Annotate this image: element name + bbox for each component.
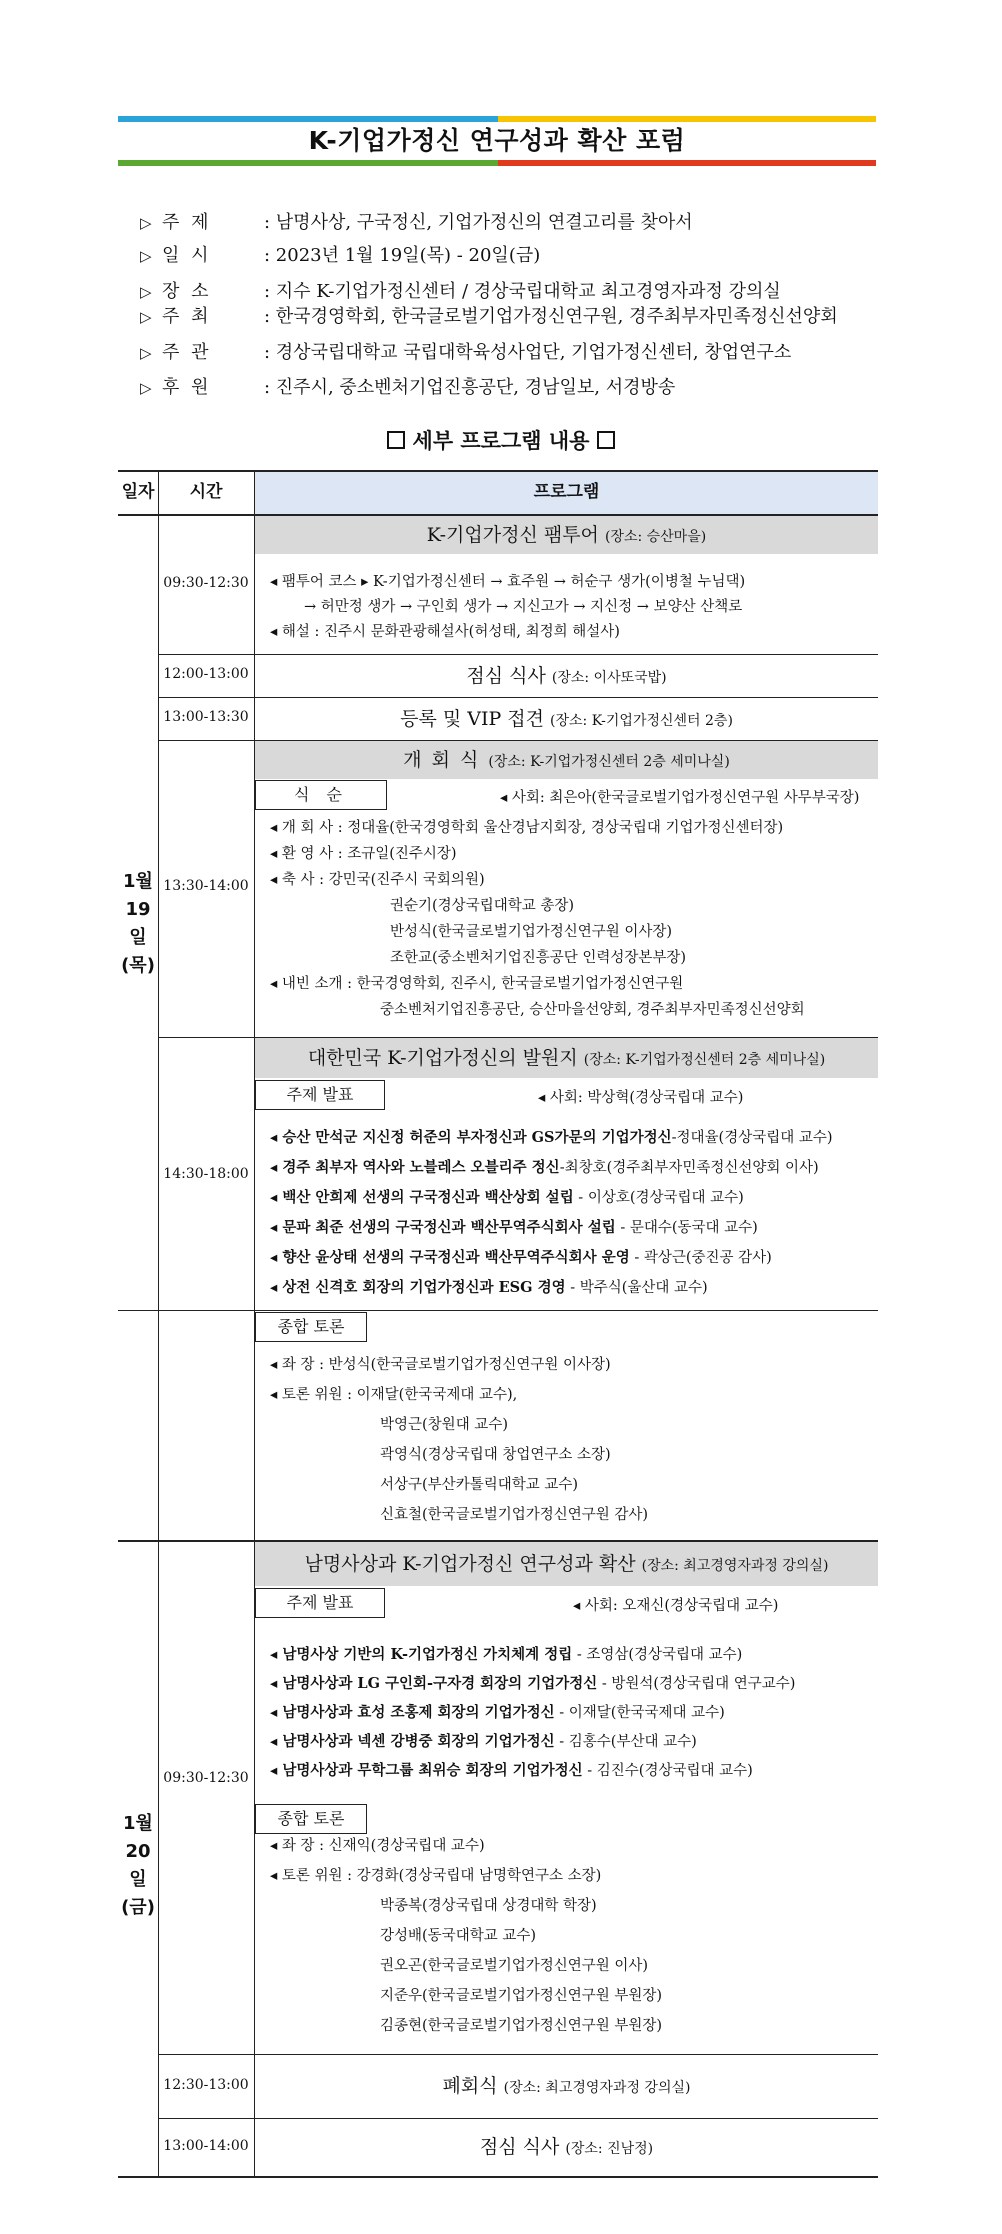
opening-title: 개 회 식: [403, 749, 481, 771]
square-icon: [387, 431, 405, 449]
session2-chair: ◂ 좌 장 : 신재익(경상국립대 교수): [270, 1838, 485, 1854]
banner-stripe-green: [118, 160, 498, 166]
session1-panel: 곽영식(경상국립대 창업연구소 소장): [380, 1447, 611, 1463]
triangle-bullet-icon: ▷: [140, 308, 152, 326]
session1-place: (장소: K-기업가정신센터 2층 세미나실): [583, 1052, 826, 1068]
session1-label: 주제 발표: [255, 1080, 385, 1110]
info-date: ▷ 일 시 : 2023년 1월 19일(목) - 20일(금): [140, 242, 900, 270]
info-value: 2023년 1월 19일(목) - 20일(금): [275, 245, 541, 266]
opening-line: 반성식(한국글로벌기업가정신연구원 이사장): [390, 924, 673, 940]
tour-course-cont: → 허만정 생가 → 구인회 생가 → 지신고가 → 지신정 → 보양산 산책로: [304, 599, 743, 615]
info-value: 진주시, 중소벤처기업진흥공단, 경남일보, 서경방송: [275, 377, 676, 398]
info-organizer: ▷ 주 관 : 경상국립대학교 국립대학육성사업단, 기업가정신센터, 창업연구소: [140, 339, 900, 367]
info-value: 남명사상, 구국정신, 기업가정신의 연결고리를 찾아서: [275, 212, 693, 233]
session2-talk: ◂ 남명사상과 LG 구인회-구자경 회장의 기업가정신 - 방원석(경상국립대 연구교수): [270, 1675, 796, 1692]
session2-talk: ◂ 남명사상과 무학그룹 최위승 회장의 기업가정신 - 김진수(경상국립대 교수): [270, 1762, 753, 1779]
page-title: K-기업가정신 연구성과 확산 포럼: [308, 126, 686, 155]
session2-panel: 김종현(한국글로벌기업가정신연구원 부원장): [380, 2018, 663, 2034]
opening-line: ◂ 내빈 소개 : 한국경영학회, 진주시, 한국글로벌기업가정신연구원: [270, 976, 684, 992]
info-value: 한국경영학회, 한국글로벌기업가정신연구원, 경주최부자민족정신선양회: [275, 306, 838, 327]
session2-panel: 박종복(경상국립대 상경대학 학장): [380, 1898, 597, 1914]
info-key: 후 원: [162, 377, 212, 398]
session1-talk: ◂ 향산 윤상태 선생의 구국정신과 백산무역주식회사 운영 - 곽상근(중진공 감사): [270, 1249, 772, 1266]
header-time: 시간: [189, 482, 223, 502]
session1-title: 대한민국 K-기업가정신의 발원지: [307, 1047, 578, 1069]
banner-stripe-blue: [118, 116, 498, 122]
session1-panel: 신효철(한국글로벌기업가정신연구원 감사): [380, 1507, 649, 1523]
time-tour: 09:30-12:30: [163, 575, 249, 591]
session2-talk: ◂ 남명사상과 효성 조홍제 회장의 기업가정신 - 이재달(한국국제대 교수): [270, 1704, 725, 1721]
time-lunch1: 12:00-13:00: [163, 666, 249, 682]
lunch2-place: (장소: 진남정): [565, 2141, 654, 2157]
closing-place: (장소: 최고경영자과정 강의실): [503, 2080, 691, 2096]
info-key: 주 관: [162, 342, 212, 363]
info-key: 주 제: [162, 212, 212, 233]
tour-place: (장소: 승산마을): [604, 529, 707, 545]
day-label-day2: 1월 20일 (금): [121, 1813, 155, 1918]
opening-line: ◂ 축 사 : 강민국(진주시 국회의원): [270, 872, 485, 888]
opening-title-bar: [255, 741, 878, 779]
info-key: 장 소: [162, 281, 212, 302]
vip-place: (장소: K-기업가정신센터 2층): [550, 713, 733, 729]
tour-title: K-기업가정신 팸투어: [426, 524, 599, 546]
banner-stripe-yellow: [498, 116, 876, 122]
opening-place: (장소: K-기업가정신센터 2층 세미나실): [488, 754, 730, 770]
time-opening: 13:30-14:00: [163, 878, 249, 894]
session2-title-bar: [255, 1542, 878, 1586]
session1-panel: ◂ 토론 위원 : 이재달(한국국제대 교수),: [270, 1387, 518, 1403]
session1-title-bar: [255, 1038, 878, 1078]
section-heading: [0, 425, 1002, 455]
session1-panel: 박영근(창원대 교수): [380, 1417, 508, 1433]
vip-title: 등록 및 VIP 접견: [400, 708, 544, 730]
header-program: 프로그램: [255, 470, 878, 514]
lunch1-title: 점심 식사: [466, 665, 546, 687]
lunch1-row: [255, 655, 878, 697]
opening-line: 권순기(경상국립대학교 총장): [390, 898, 575, 914]
title-banner: [118, 116, 876, 166]
session1-talk: ◂ 승산 만석군 지신정 허준의 부자정신과 GS가문의 기업가정신-정대율(경상국립대 교수): [270, 1129, 833, 1146]
program-table: [118, 470, 878, 2178]
session2-label: 주제 발표: [255, 1588, 385, 1618]
session2-mc: ◂ 사회: 오재신(경상국립대 교수): [573, 1598, 779, 1614]
triangle-bullet-icon: ▷: [140, 344, 152, 362]
section-heading-text: 세부 프로그램 내용: [412, 429, 590, 453]
session2-talk: ◂ 남명사상과 넥센 강병중 회장의 기업가정신 - 김홍수(부산대 교수): [270, 1733, 697, 1750]
session2-place: (장소: 최고경영자과정 강의실): [641, 1558, 829, 1574]
info-value: 경상국립대학교 국립대학육성사업단, 기업가정신센터, 창업연구소: [275, 342, 792, 363]
time-vip: 13:00-13:30: [163, 709, 249, 725]
triangle-bullet-icon: ▷: [140, 283, 152, 301]
tour-course: ◂ 팸투어 코스 ▸ K-기업가정신센터 → 효주원 → 허순구 생가(이병철 누님댁): [270, 574, 746, 590]
time-closing: 12:30-13:00: [163, 2077, 249, 2093]
session1-discussion-label: 종합 토론: [255, 1312, 367, 1342]
closing-title: 폐회식: [442, 2075, 498, 2097]
lunch2-row: [255, 2119, 878, 2176]
info-key: 주 최: [162, 306, 212, 327]
opening-line: 조한교(중소벤처기업진흥공단 인력성장본부장): [390, 950, 687, 966]
opening-line: 중소벤처기업진흥공단, 승산마을선양회, 경주최부자민족정신선양회: [380, 1002, 805, 1018]
header-day: 일자: [121, 482, 155, 502]
info-topic: ▷ 주 제 : 남명사상, 구국정신, 기업가정신의 연결고리를 찾아서: [140, 209, 900, 237]
day-label-day1: 1월 19일 (목): [121, 871, 155, 976]
info-sponsor: ▷ 후 원 : 진주시, 중소벤처기업진흥공단, 경남일보, 서경방송: [140, 374, 900, 402]
info-key: 일 시: [162, 245, 212, 266]
session1-talk: ◂ 백산 안희제 선생의 구국정신과 백산상회 설립 - 이상호(경상국립대 교수): [270, 1189, 744, 1206]
session2-talk: ◂ 남명사상 기반의 K-기업가정신 가치체계 정립 - 조영삼(경상국립대 교수): [270, 1646, 743, 1663]
session2-discussion-label: 종합 토론: [255, 1804, 367, 1834]
session1-talk: ◂ 경주 최부자 역사와 노블레스 오블리주 정신-최창호(경주최부자민족정신선양회 이사): [270, 1159, 819, 1176]
session1-talk: ◂ 상전 신격호 회장의 기업가정신과 ESG 경영 - 박주식(울산대 교수): [270, 1279, 708, 1296]
session1-panel: 서상구(부산카톨릭대학교 교수): [380, 1477, 579, 1493]
session2-panel: 강성배(동국대학교 교수): [380, 1928, 536, 1944]
session2-panel: 권오곤(한국글로벌기업가정신연구원 이사): [380, 1958, 649, 1974]
info-place: ▷ 장 소 : 지수 K-기업가정신센터 / 경상국립대학교 최고경영자과정 강의실: [140, 278, 900, 306]
triangle-bullet-icon: ▷: [140, 247, 152, 265]
tour-title-bar: [255, 516, 878, 554]
opening-mc: ◂ 사회: 최은아(한국글로벌기업가정신연구원 사무부국장): [500, 790, 860, 806]
tour-guide: ◂ 해설 : 진주시 문화관광해설사(허성태, 최정희 해설사): [270, 624, 620, 640]
closing-row: [255, 2055, 878, 2118]
opening-line: ◂ 환 영 사 : 조규일(진주시장): [270, 846, 457, 862]
time-session1: 14:30-18:00: [163, 1166, 249, 1182]
session2-panel: 지준우(한국글로벌기업가정신연구원 부원장): [380, 1988, 663, 2004]
opening-order-label: 식 순: [255, 780, 387, 810]
time-lunch2: 13:00-14:00: [163, 2138, 249, 2154]
session1-chair: ◂ 좌 장 : 반성식(한국글로벌기업가정신연구원 이사장): [270, 1357, 611, 1373]
session1-talk: ◂ 문파 최준 선생의 구국정신과 백산무역주식회사 설립 - 문대수(동국대 교수): [270, 1219, 758, 1236]
triangle-bullet-icon: ▷: [140, 379, 152, 397]
session2-panel: ◂ 토론 위원 : 강경화(경상국립대 남명학연구소 소장): [270, 1868, 602, 1884]
info-value: 지수 K-기업가정신센터 / 경상국립대학교 최고경영자과정 강의실: [275, 281, 781, 302]
session2-title: 남명사상과 K-기업가정신 연구성과 확산: [304, 1553, 636, 1575]
triangle-bullet-icon: ▷: [140, 214, 152, 232]
banner-stripe-red: [498, 160, 876, 166]
time-session2: 09:30-12:30: [163, 1770, 249, 1786]
info-host: ▷ 주 최 : 한국경영학회, 한국글로벌기업가정신연구원, 경주최부자민족정신선양회: [140, 303, 900, 331]
lunch1-place: (장소: 이사또국밥): [551, 670, 667, 686]
opening-line: ◂ 개 회 사 : 정대율(한국경영학회 울산경남지회장, 경상국립대 기업가정신센터장): [270, 820, 784, 836]
lunch2-title: 점심 식사: [479, 2136, 560, 2158]
square-icon: [597, 431, 615, 449]
vip-row: [255, 698, 878, 740]
session1-mc: ◂ 사회: 박상혁(경상국립대 교수): [538, 1090, 744, 1106]
